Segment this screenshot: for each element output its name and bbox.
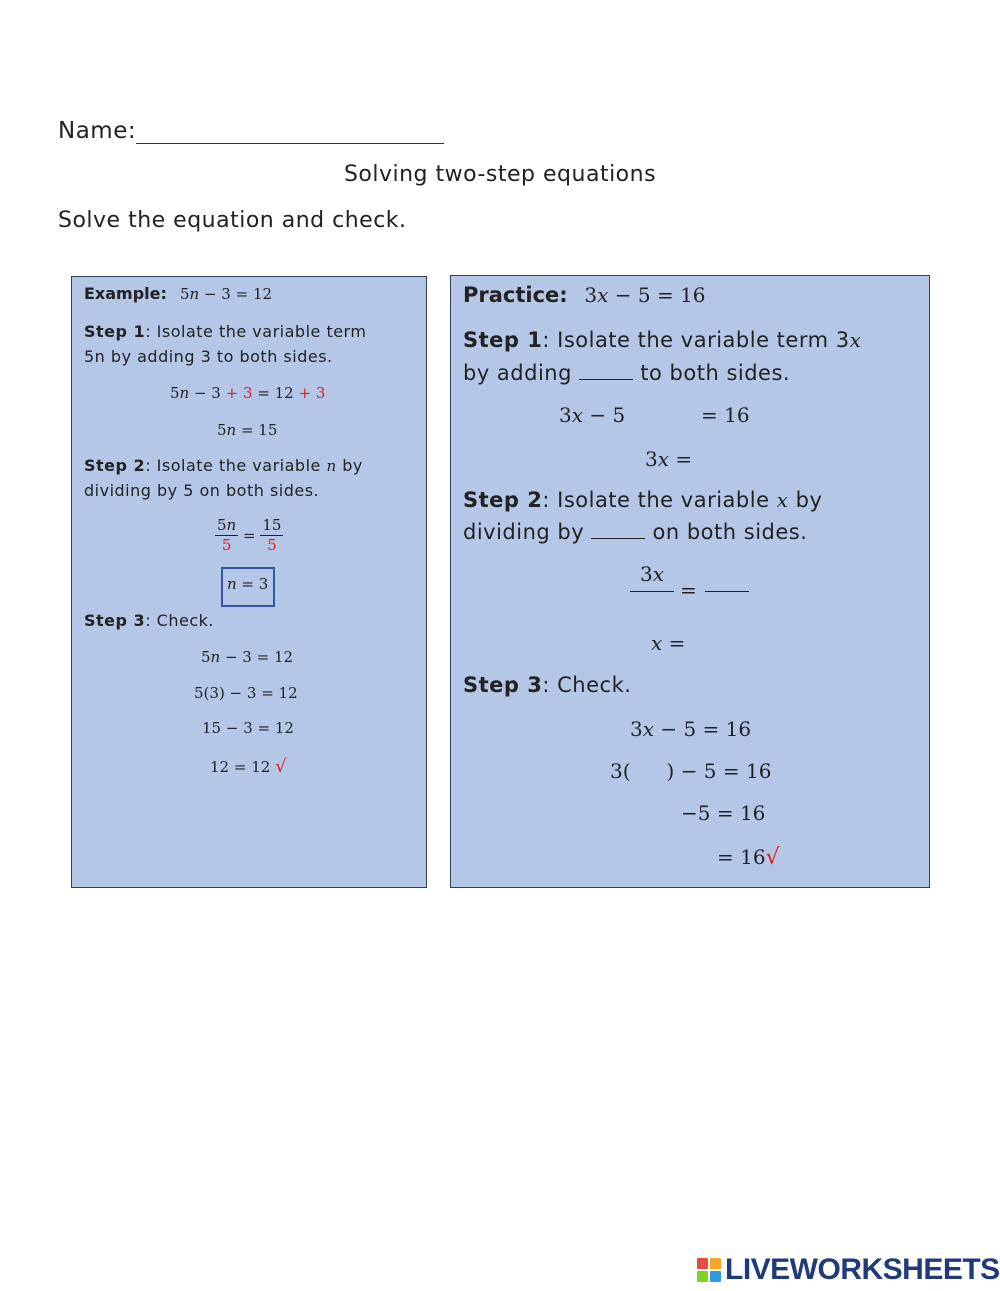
example-line1-added: + 3 (225, 384, 253, 402)
example-step2-line-b: dividing by 5 on both sides. (84, 481, 320, 500)
practice-check4-text: = 16 (717, 845, 766, 869)
practice-label: Practice: (463, 283, 568, 307)
example-label: Example: (84, 284, 167, 303)
practice-check3: −5 = 16 (681, 801, 766, 825)
practice-fraction-bar-right[interactable] (705, 591, 749, 592)
practice-step2-line-a (463, 488, 822, 512)
example-step1-text: : Isolate the variable term (145, 322, 367, 341)
worksheet-title: Solving two-step equations (343, 162, 657, 187)
example-line2: 5𝑛 = 15 (217, 421, 278, 439)
add-amount-blank[interactable] (579, 360, 633, 380)
practice-step2-text-c: on both sides. (645, 519, 808, 544)
practice-check3-slot[interactable] (600, 800, 676, 830)
example-step1-line-a (84, 322, 366, 341)
example-equation: 5𝑛 − 3 = 12 (180, 285, 273, 303)
practice-step2-line-b (463, 519, 807, 544)
example-check3: 15 − 3 = 12 (202, 719, 294, 737)
practice-x-answer-slot[interactable] (696, 627, 756, 657)
liveworksheets-logo (697, 1255, 1000, 1285)
practice-heading (463, 283, 706, 307)
fraction-numerator: 5𝑛 (217, 516, 237, 534)
example-step1-line-b: 5n by adding 3 to both sides. (84, 347, 333, 366)
logo-cubes-icon (697, 1258, 721, 1282)
practice-step2-text-b: dividing by (463, 519, 592, 544)
example-line1-added: + 3 (298, 384, 326, 402)
practice-line-x: 𝑥 = (651, 631, 686, 655)
logo-cube (697, 1271, 708, 1282)
example-check1: 5𝑛 − 3 = 12 (201, 648, 294, 666)
logo-cube (710, 1271, 721, 1282)
practice-line1-right: = 16 (701, 403, 750, 427)
logo-cube (697, 1258, 708, 1269)
example-step2-line-a (84, 456, 363, 475)
name-blank[interactable] (136, 121, 444, 144)
practice-check1: 3𝑥 − 5 = 16 (630, 717, 752, 741)
checkmark-icon: √ (765, 845, 780, 870)
practice-equation: 3𝑥 − 5 = 16 (584, 283, 706, 307)
practice-step2-text: : Isolate the variable (542, 488, 777, 512)
practice-step2-label: Step 2 (463, 488, 543, 512)
example-step2-var: 𝑛 (326, 457, 337, 475)
example-step2-text: : Isolate the variable (145, 456, 327, 475)
example-line1-part: 5𝑛 − 3 (170, 384, 226, 402)
example-answer: 𝑛 = 3 (227, 575, 269, 593)
divide-amount-blank[interactable] (591, 519, 645, 539)
practice-step3-text: : Check. (542, 673, 632, 697)
practice-step1-var: 𝑥 (849, 328, 862, 352)
checkmark-icon: √ (275, 756, 287, 777)
practice-fraction-bar-left (630, 591, 674, 592)
example-fraction-left (215, 516, 238, 555)
example-step3-label: Step 3 (84, 611, 146, 630)
example-line1 (170, 384, 325, 402)
example-step3-text: : Check. (145, 611, 214, 630)
practice-fraction-numerator: 3𝑥 (640, 562, 665, 586)
logo-text: LIVEWORKSHEETS (725, 1253, 1000, 1286)
practice-step3-label: Step 3 (463, 673, 543, 697)
example-step2-text-end: by (336, 456, 363, 475)
practice-step2-text-end: by (788, 488, 823, 512)
example-check4-text: 12 = 12 (210, 758, 271, 776)
example-check4 (210, 756, 287, 777)
practice-line2-answer-slot[interactable] (700, 443, 760, 473)
practice-check2-b: ) − 5 = 16 (666, 759, 772, 783)
example-step3-line (84, 611, 214, 630)
fraction-denominator: 5 (221, 535, 232, 554)
practice-check2-a: 3( (610, 759, 631, 783)
instructions: Solve the equation and check. (58, 208, 407, 233)
practice-check4 (717, 845, 780, 870)
logo-cube (710, 1258, 721, 1269)
name-field (58, 118, 444, 144)
fraction-numerator: 15 (262, 516, 282, 534)
practice-step1-text: : Isolate the variable term 3 (542, 328, 850, 352)
practice-check4-slot[interactable] (640, 843, 712, 873)
practice-check2 (610, 759, 771, 783)
practice-line2: 3𝑥 = (645, 447, 693, 471)
example-heading (84, 284, 272, 303)
practice-step3-line (463, 673, 631, 697)
example-step1-label: Step 1 (84, 322, 146, 341)
practice-step2-var: 𝑥 (776, 488, 789, 512)
practice-step1-line-b (463, 360, 790, 385)
practice-step1-text-c: to both sides. (633, 360, 791, 385)
example-step2-label: Step 2 (84, 456, 146, 475)
example-fraction-equation (215, 516, 283, 555)
example-line1-part: = 12 (252, 384, 299, 402)
practice-line1-answer-slot[interactable] (632, 399, 692, 429)
practice-step1-text-b: by adding (463, 360, 580, 385)
practice-line1-left: 3𝑥 − 5 (559, 403, 626, 427)
practice-step1-label: Step 1 (463, 328, 543, 352)
fraction-denominator: 5 (267, 535, 277, 554)
example-fraction-right (260, 516, 283, 555)
practice-fraction-equals: = (680, 578, 697, 602)
fraction-equals: = (243, 526, 256, 545)
name-label: Name: (58, 118, 137, 144)
example-check2: 5(3) − 3 = 12 (194, 684, 298, 702)
practice-step1-line-a (463, 328, 861, 352)
